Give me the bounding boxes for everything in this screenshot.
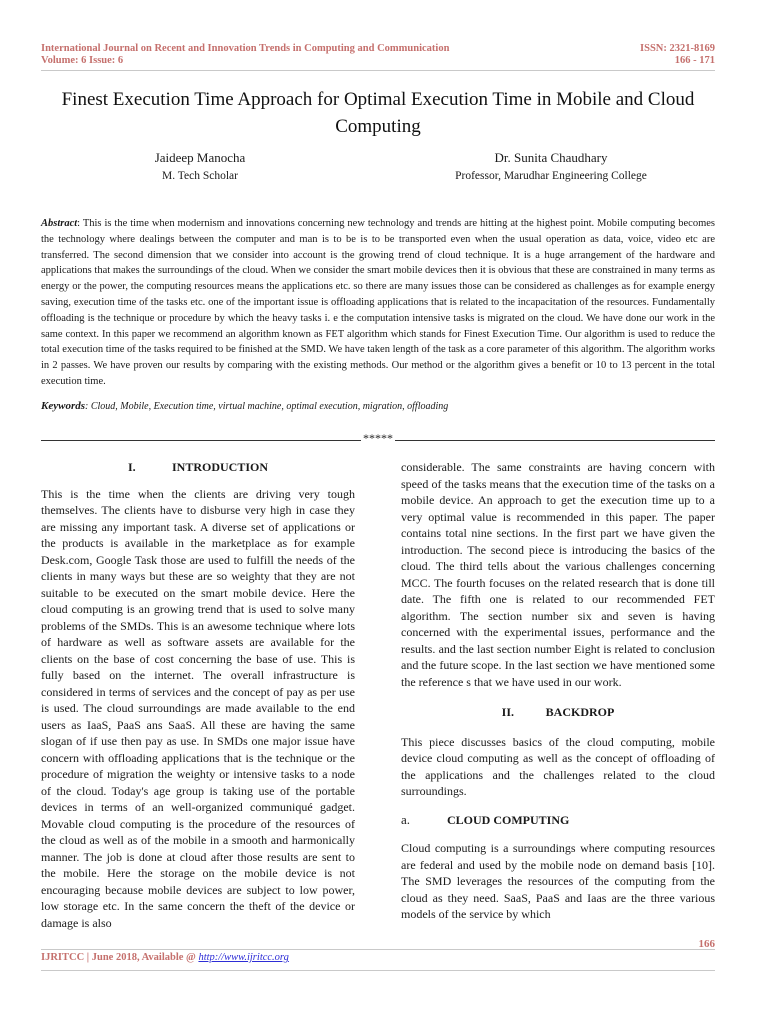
cloud-computing-paragraph: Cloud computing is a surroundings where computing resources are federal and used by the mobile node on demand basis [10]. The SMD leverages the resources of the computing from the cloud as they need. SaaS, PaaS and Iaas are the three various models of the service by which [401,841,715,921]
journal-header [41,43,715,67]
section-number: I. [127,460,136,474]
page-number: 166 [698,938,715,950]
author-name: Jaideep Manocha [154,150,246,165]
abstract-label: Abstract [41,218,78,229]
right-column [401,459,715,923]
section-separator [41,428,715,444]
separator-stars: ***** [363,431,393,445]
author-1 [100,150,300,184]
issn: ISSN: 2321-8169 [640,43,715,54]
paper-title: Finest Execution Time Approach for Optimal Execution Time in Mobile and Cloud Computing [61,89,695,137]
footer-rule [41,949,715,950]
abstract-text: : This is the time when modernism and innovations concerning new technology and trends are hitting at the highest point. Mobile computing becomes the technology where dealings between the computer and man is to be is to be transported even when the usual operation as data, voice, video etc are transferred. The second dimension that we consider into account is the growing trend of cloud technique. It is a huge arrangement of the hardware and applications that makes the surroundings of the cloud. When we consider the smart mobile devices then it is obvious that these are constrained in many terms as energy or the power, the computing resources means the applications etc. so there are many issues those can be considered as challenges as for example energy saving, execution time of the tasks etc. one of the important issue is offloading applications that is related to the incapacitation of the resources. Fundamentally offloading is the technique or procedure by which the heavy tasks i. e the computation intensive tasks is migrated on the cloud. We have done our work in the same context. In this paper we recommend an algorithm known as FET algorithm which stands for Finest Execution Time. Our algorithm is used to reduce the total execution time of the tasks required to be finished at the SMD. We have taken length of the task as a core parameter of this algorithm. The algorithm works in 2 passes. We have proven our results by comparing with the existing methods. Our method or the algorithm gives a benefit or 10 to 13 percent in the total execution time. [41,218,715,387]
section-number: II. [501,705,514,719]
backdrop-paragraph: This piece discusses basics of the cloud computing, mobile device cloud computing as well as the concept of offloading of the applications and the challenges related to the cloud surroundings. [401,734,715,798]
author-2 [420,150,682,184]
keywords-label: Keywords [41,400,85,412]
footer [41,952,289,963]
left-column [41,459,355,931]
journal-url-link[interactable]: http://www.ijritcc.org [198,952,289,963]
footer-rule-bottom [41,970,715,971]
intro-paragraph-continued: considerable. The same constraints are having concern with speed of the tasks means that the execution time of the tasks on a mobile device. An approach to get the execution time up to a very optimal value is recommended in this paper. The paper contains total nine sections. In the first part we have given the introduction. The second piece is introducing the basics of the cloud. The third tells about the various challenges concerning MCC. The fourth focuses on the related research that is done till date. The fifth one is related to our recommended FET algorithm. The section number six and seven is having concerned with the experimental issues, performance and the results. and the last section number Eight is related to conclusion and the future scope. In the last section we have mentioned some the reference s that we have used in our work. [401,460,715,689]
subsection-title: CLOUD COMPUTING [447,812,570,827]
section-title: INTRODUCTION [171,460,268,474]
author-name: Dr. Sunita Chaudhary [494,150,608,165]
volume-issue: Volume: 6 Issue: 6 [41,55,124,66]
section-heading-introduction [41,459,355,476]
subsection-heading-cloud-computing [401,812,715,829]
page-range: 166 - 171 [674,55,715,66]
section-heading-backdrop [401,704,715,721]
keywords-text: : Cloud, Mobile, Execution time, virtual machine, optimal execution, migration, offloading [85,401,449,412]
footer-text: IJRITCC | June 2018, Available @ [41,952,199,963]
section-title: BACKDROP [545,705,615,719]
author-affiliation: Professor, Marudhar Engineering College [455,170,647,182]
subsection-number: a. [401,811,411,827]
intro-paragraph: This is the time when the clients are driving very tough themselves. The clients have to disburse very high in case they are missing any important task. A diverse set of applications or the products is available in the marketplace as for example Desk.com, Google Task those are used to fulfill the needs of the clients in many ways but these are so weighty that they are not suitable to be executed on the smart mobile device. Here the cloud computing is an growing trend that is used to solve many problems of the SMDs. This is an awesome technique where lots of hardware as well as software assets are available for the clients on the base of cost concerning the base of use. This is fully based on the internet. The overall infrastructure is considered in terms of services and the concept of pay as per use is used. The cloud surroundings are made available to the end users as IaaS, PaaS ans SaaS. All these are having the same slogan of if use then pay as use. In SMDs one major issue have concern with offloading applications that is the technique or the procedure of migration the weighty or intensive tasks to a node of the cloud. Today's age group is taking use of the portable devices in terms of an well-organized communiqué gadget. Movable cloud computing is the procedure of the resources of the cloud as well as of the mobile in a smooth and harmonically manner. The job is done at cloud after those results are sent to the mobile. Here the storage on the mobile device is not encouraging because mobile devices are subject to low power, low storage etc. In the same concern the theft of the device or damage is also [41,486,355,930]
author-affiliation: M. Tech Scholar [162,170,238,182]
journal-name: International Journal on Recent and Innovation Trends in Computing and Communication [41,43,450,54]
abstract [41,216,715,390]
keywords [41,400,448,412]
header-rule [41,70,715,71]
